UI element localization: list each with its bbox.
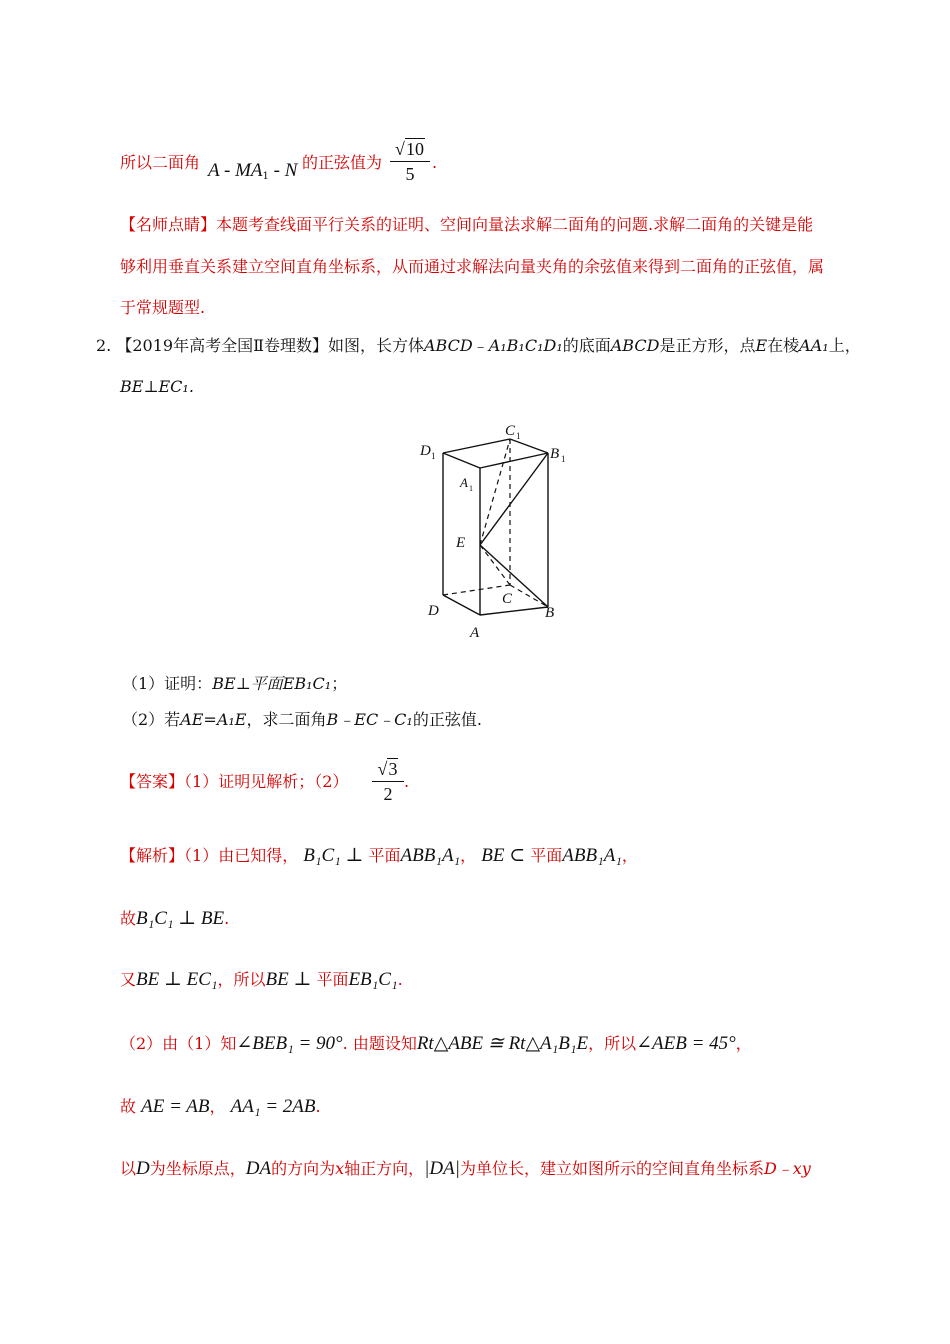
edge-a-b: [480, 607, 548, 615]
conclusion-prefix: 所以二面角: [120, 153, 201, 172]
analysis-l5-math1: AE = AB: [141, 1096, 210, 1117]
answer-radicand: 3: [388, 759, 398, 779]
answer-numerator: √3: [377, 759, 398, 779]
analysis-l5-math2: AA₁ = 2AB: [230, 1096, 316, 1117]
tip-text-3: 于常规题型.: [120, 298, 206, 317]
analysis-l6-math5: D﹣xy: [763, 1159, 811, 1178]
analysis-l4-pre: （2）由（1）知: [120, 1034, 237, 1053]
answer-denominator: 2: [383, 784, 393, 804]
fraction-denominator: 5: [405, 164, 415, 184]
part1-statement: BE⊥平面: [212, 674, 283, 693]
analysis-l1-text2: ，: [460, 846, 477, 865]
tip-text-1: 本题考查线面平行关系的证明、空间向量法求解二面角的问题.求解二面角的关键是能: [216, 215, 814, 234]
analysis-l1-text1: 平面: [368, 846, 401, 865]
analysis-line-2: [120, 908, 229, 930]
q2-base: ABCD: [610, 336, 660, 355]
part2-condition: AE=A₁E: [180, 710, 247, 729]
answer-fraction: [372, 758, 404, 805]
analysis-l3-math1: BE ⊥ EC₁: [136, 969, 218, 990]
analysis-l1-text4: ，: [621, 846, 638, 865]
analysis-l5-text1: ，: [209, 1097, 226, 1116]
segment-e-b1: [480, 453, 548, 545]
edge-c1-b1: [510, 439, 548, 453]
label-a1-sub: 1: [469, 484, 473, 493]
sqrt-radicand: 10: [405, 139, 424, 159]
analysis-l6-pre: 以: [120, 1159, 137, 1178]
analysis-bracket: 【解析】: [120, 846, 185, 865]
sine-value-fraction: [390, 138, 430, 185]
analysis-l6-text4: 为单位长，建立如图所示的空间直角坐标系: [459, 1159, 764, 1178]
angle-expr-part1: A - MA: [208, 160, 263, 181]
question-source: 【2019年高考全国Ⅱ卷理数】: [116, 336, 328, 355]
edge-d-a: [443, 595, 480, 615]
answer-bracket: 【答案】: [120, 772, 185, 791]
q2-text-3: 是正方形，点: [659, 336, 756, 355]
label-e: E: [456, 535, 466, 551]
analysis-line-6: [120, 1158, 811, 1180]
hidden-segment-e-c: [480, 545, 510, 585]
label-b: B: [545, 605, 555, 621]
label-d1-sub: 1: [431, 451, 436, 461]
analysis-l3-end: .: [397, 970, 403, 989]
analysis-l2-pre: 故: [120, 909, 137, 928]
label-d1: D: [420, 443, 431, 459]
q2-edge: AA₁: [799, 336, 829, 355]
q2-condition: BE⊥EC₁.: [120, 377, 194, 396]
cuboid-figure: [410, 415, 570, 649]
angle-expr-part2: - N: [268, 160, 298, 181]
answer-end: [404, 771, 409, 793]
label-d: D: [428, 603, 439, 619]
tip-line-2: [120, 256, 824, 278]
analysis-l1-text3: 平面: [530, 846, 563, 865]
answer-period: .: [404, 772, 410, 791]
tip-bracket: 【名师点睛】: [120, 215, 217, 234]
analysis-l4-text2: ，所以: [588, 1034, 637, 1053]
analysis-l3-pre: 又: [120, 970, 137, 989]
analysis-l6-text2: 的方向为: [271, 1159, 336, 1178]
q2-point: E: [755, 336, 768, 355]
answer-line: [120, 771, 348, 793]
analysis-l6-math3: x: [335, 1159, 345, 1178]
analysis-l6-math2: DA: [245, 1158, 272, 1179]
period: .: [432, 153, 438, 172]
analysis-l4-math1: ∠BEB₁ = 90°: [236, 1033, 343, 1054]
answer-text: （1）证明见解析；（2）: [184, 772, 349, 791]
q2-text-5: 上，: [828, 336, 861, 355]
analysis-l3-math2: BE ⊥: [265, 969, 312, 990]
tip-line-3: [120, 297, 205, 319]
question-number: 2.: [96, 336, 112, 355]
analysis-l1-math3: BE ⊂: [481, 845, 526, 866]
analysis-line-5: [120, 1096, 321, 1118]
answer-fraction-bar: [372, 781, 404, 782]
q2-box2: A₁B₁C₁D₁: [488, 336, 563, 355]
part2-prefix: （2）若: [122, 710, 181, 729]
analysis-l4-text1: . 由题设知: [342, 1034, 417, 1053]
analysis-l1-pre: （1）由已知得，: [184, 846, 299, 865]
tip-text-2: 够利用垂直关系建立空间直角坐标系，从而通过求解法向量夹角的余弦值来得到二面角的正弦值，属: [120, 257, 825, 276]
analysis-line-1: [120, 845, 638, 867]
analysis-l6-math4: |DA|: [424, 1158, 460, 1179]
part1-end: ；: [331, 674, 348, 693]
label-c1-sub: 1: [516, 431, 521, 441]
analysis-l4-end: ，: [735, 1034, 752, 1053]
dihedral-angle-expr: [208, 160, 297, 188]
hidden-edge-d-c: [443, 585, 510, 595]
hidden-segment-e-c1: [480, 439, 510, 545]
analysis-l3-text1: ，所以: [217, 970, 266, 989]
analysis-l2-math: B₁C₁ ⊥ BE: [136, 908, 225, 929]
analysis-l2-end: .: [224, 909, 230, 928]
q2-box: ABCD: [423, 336, 473, 355]
part1-plane: EB₁C₁: [282, 674, 332, 693]
edge-d1-c1: [443, 439, 510, 453]
label-b1-sub: 1: [561, 454, 566, 464]
tip-line-1: [120, 214, 813, 236]
part1-prefix: （1）证明：: [122, 674, 213, 693]
analysis-l1-math2: ABB₁A₁: [400, 845, 461, 866]
analysis-l4-math3: ∠AEB = 45°: [636, 1033, 736, 1054]
label-b1: B: [550, 446, 560, 462]
analysis-line-3: [120, 969, 403, 991]
conclusion-line: [120, 152, 200, 174]
analysis-l6-math1: D: [136, 1158, 150, 1179]
part-1: [122, 673, 347, 695]
angle-subscript: 1: [262, 171, 269, 182]
fraction-bar: [390, 161, 430, 162]
analysis-line-4: [120, 1033, 752, 1055]
analysis-l1-math1: B₁C₁ ⊥: [303, 845, 364, 866]
q2-dash: ﹣: [472, 336, 489, 355]
question-2-line-1: [96, 335, 861, 357]
label-c: C: [502, 591, 513, 607]
q2-text-4: 在棱: [767, 336, 800, 355]
hidden-edge-c-b: [510, 585, 548, 607]
segment-e-b: [480, 545, 548, 607]
analysis-l4-math2: Rt△ABE ≅ Rt△A₁B₁E: [416, 1033, 589, 1054]
part-2: [122, 709, 482, 731]
analysis-l6-text1: 为坐标原点，: [149, 1159, 246, 1178]
conclusion-mid: [302, 152, 382, 174]
cuboid-diagram: [410, 415, 570, 645]
conclusion-end: [432, 152, 437, 174]
edge-d1-a1: [443, 453, 480, 468]
fraction-numerator: √10: [395, 139, 424, 159]
analysis-l6-text3: 轴正方向，: [344, 1159, 425, 1178]
label-a: A: [470, 625, 480, 641]
part2-end: 的正弦值.: [412, 710, 482, 729]
q2-text-2: 的底面: [562, 336, 611, 355]
analysis-l5-end: .: [315, 1097, 321, 1116]
label-a1: A: [460, 475, 468, 490]
part2-mid: ，求二面角: [246, 710, 327, 729]
q2-text-1: 如图，长方体: [327, 336, 424, 355]
question-2-line-2: [120, 376, 194, 398]
analysis-l5-pre: 故: [120, 1097, 137, 1116]
label-c1: C: [505, 423, 516, 439]
analysis-l3-math3: EB₁C₁: [348, 969, 398, 990]
analysis-l1-math4: ABB₁A₁: [562, 845, 622, 866]
conclusion-mid-text: 的正弦值为: [302, 153, 383, 172]
part2-angle: B﹣EC﹣C₁: [326, 710, 413, 729]
analysis-l3-text2: 平面: [316, 970, 349, 989]
